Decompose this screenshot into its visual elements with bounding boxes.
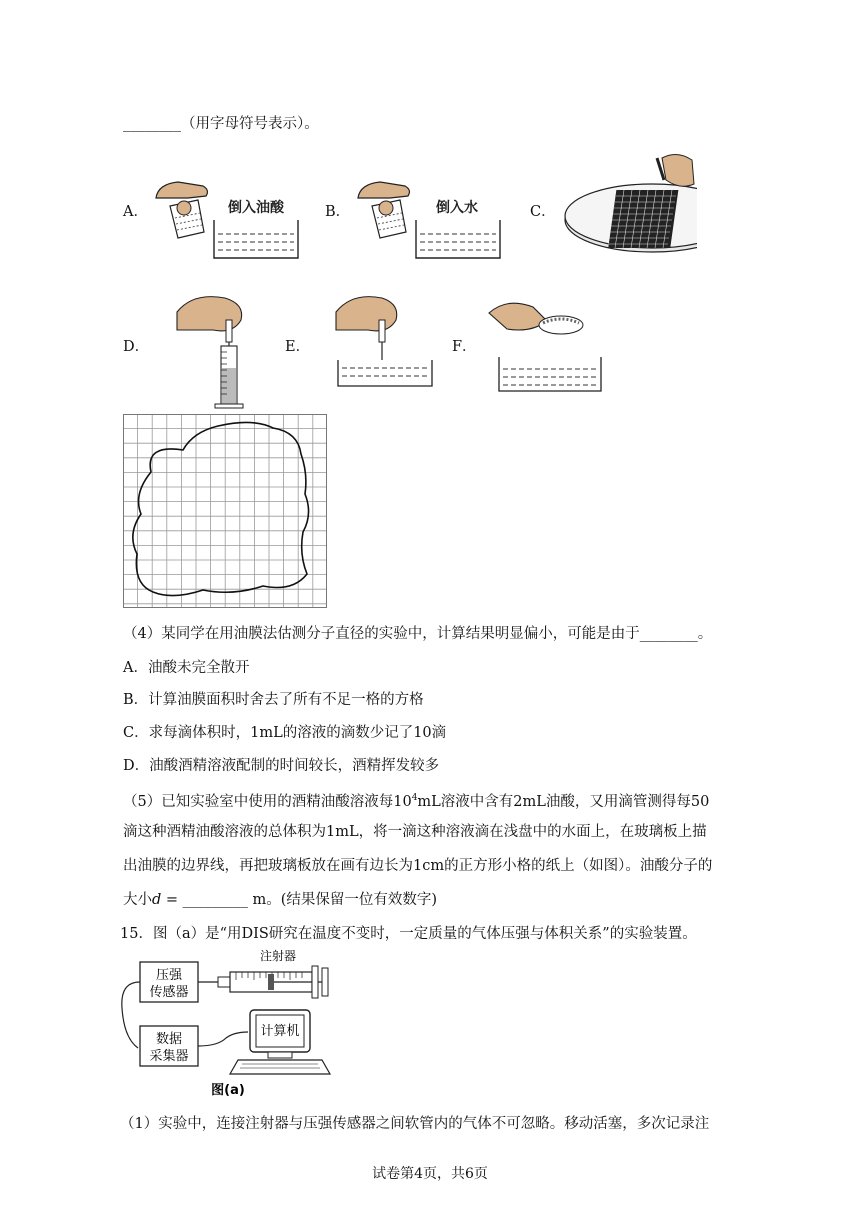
option-f-label: F． [452,339,477,355]
q4-option-c: C．求每滴体积时，1mL的溶液的滴数少记了10滴 [123,725,447,741]
option-a-label: A． [123,204,148,220]
q4-option-d: D．油酸酒精溶液配制的时间较长，酒精挥发较多 [123,758,440,774]
q5-line-1: （5）已知实验室中使用的酒精油酸溶液每$10^4mL$溶液中含有2mL油酸，又用滴管测得每50 [123,793,710,810]
sensor-label-2: 传感器 [149,985,189,1000]
q5-line-4: 大小d = _________ m。(结果保留一位有效数字) [123,892,438,908]
q15-stem: 15．图（a）是“用DIS研究在温度不变时，一定质量的气体压强与体积关系”的实验装置。 [120,926,697,942]
option-e-label: E． [285,339,311,355]
dis-apparatus-figure [118,948,343,1098]
q5-line-2: 滴这种酒精油酸溶液的总体积为1mL，将一滴这种溶液滴在浅盘中的水面上，在玻璃板上描 [123,824,707,840]
collector-label-1: 数据 [155,1032,183,1047]
dropper-cylinder-illustration [173,290,253,410]
q5-line-3: 出油膜的边界线，再把玻璃板放在画有边长为1cm的正方形小格的纸上（如图）。油酸分子的 [123,858,713,874]
computer-label: 计算机 [260,1024,300,1039]
q4-option-a: A．油酸未完全散开 [123,660,250,676]
q4-option-b: B．计算油膜面积时舍去了所有不足一格的方格 [123,692,424,708]
collector-label-2: 采集器 [149,1049,189,1064]
answer-blank-line: ________（用字母符号表示）。 [123,116,319,132]
pour-water-illustration [350,176,510,266]
dropper-tray-illustration [330,290,440,390]
sensor-label-1: 压强 [155,968,183,983]
option-a-text: 倒入油酸 [228,200,284,216]
figure-caption: 图(a) [211,1083,245,1098]
syringe-label: 注射器 [259,949,297,963]
option-b-text: 倒入水 [436,200,478,216]
page-footer: 试卷第4页，共6页 [372,1166,488,1182]
powder-sprinkle-illustration [487,295,612,395]
pour-oleic-acid-illustration [148,176,308,266]
glass-plate-grid-illustration [562,150,697,255]
option-b-label: B． [325,204,351,220]
q4-stem: （4）某同学在用油膜法估测分子直径的实验中，计算结果明显偏小，可能是由于________。 [123,626,713,642]
option-c-label: C． [530,204,556,220]
option-d-label: D． [123,339,150,355]
oil-film-grid-figure [123,414,328,608]
q15-sub1: （1）实验中，连接注射器与压强传感器之间软管内的气体不可忽略。移动活塞，多次记录注 [120,1116,710,1132]
